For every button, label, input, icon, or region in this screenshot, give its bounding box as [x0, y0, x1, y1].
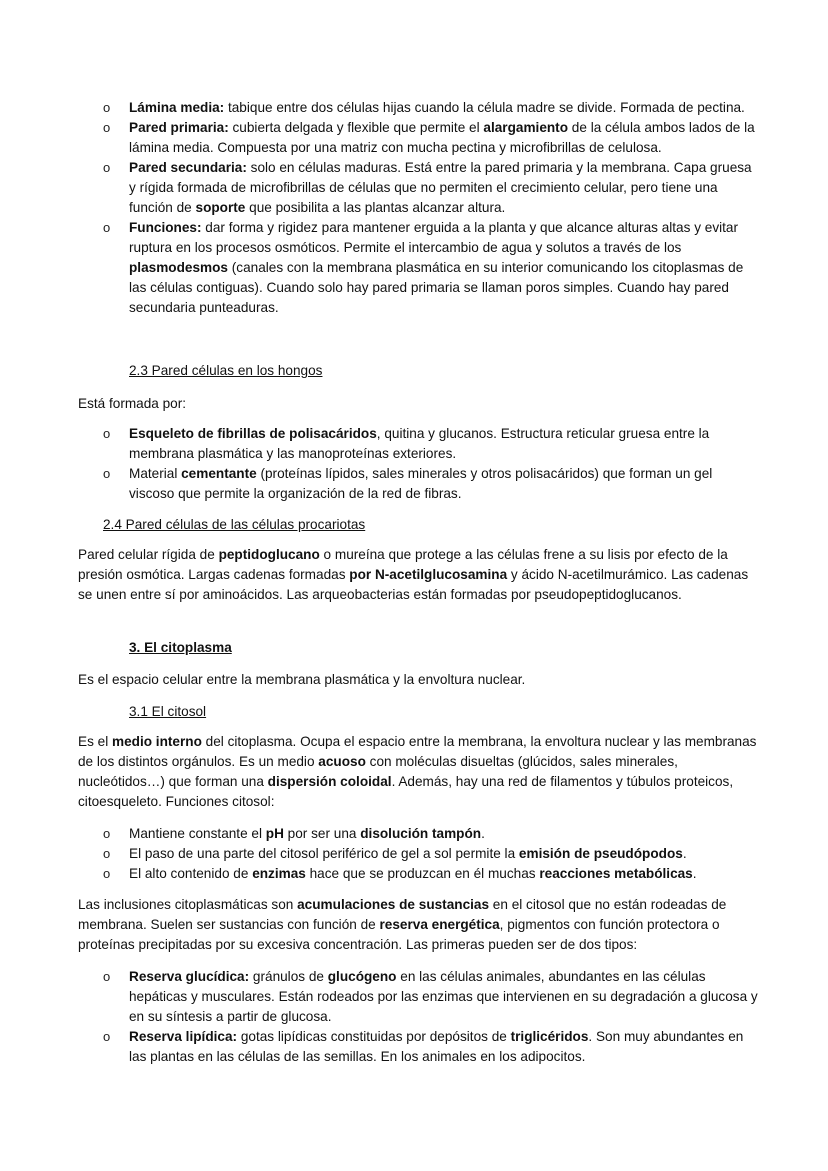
- bullet-icon: o: [103, 120, 111, 135]
- section-heading-2-3: 2.3 Pared células en los hongos: [129, 363, 323, 378]
- list-item: o Pared secundaria: solo en células maduras. Está entre la pared primaria y la membrana. Capa gruesa y rígida formada de microfibrillas de células que no permiten el crecimiento celular, pero tiene una función de soporte que posibilita a las plantas alcanzar altura.: [103, 160, 752, 215]
- list-item: o Reserva lipídica: gotas lipídicas constituidas por depósitos de triglicéridos. Son muy abundantes en las plantas en las células de las semillas. En los animales en los adipocitos.: [103, 1029, 744, 1064]
- fungi-wall-list: [0, 424, 828, 504]
- reserves-list: [0, 967, 828, 1067]
- section-heading-3: 3. El citoplasma: [129, 640, 232, 655]
- list-item: o Funciones: dar forma y rigidez para mantener erguida a la planta y que alcance alturas altas y evitar ruptura en los procesos osmóticos. Permite el intercambio de agua y solutos a través de los plasmodesmos (canales con la membrana plasmática en su interior comunicando los citoplasmas de las células contiguas). Cuando solo hay pared primaria se llaman poros simples. Cuando hay pared secundaria punteaduras.: [103, 220, 744, 315]
- bullet-icon: o: [103, 826, 111, 841]
- section-heading-2-4: 2.4 Pared células de las células procariotas: [103, 517, 366, 532]
- list-item: o Esqueleto de fibrillas de polisacáridos, quitina y glucanos. Estructura reticular gruesa entre la membrana plasmática y las manoproteínas exteriores.: [103, 426, 710, 461]
- list-item: o Lámina media: tabique entre dos células hijas cuando la célula madre se divide. Formada de pectina.: [0, 98, 828, 118]
- bullet-icon: o: [103, 846, 111, 861]
- bullet-icon: o: [103, 160, 111, 175]
- bullet-icon: o: [103, 220, 111, 235]
- list-item: o El alto contenido de enzimas hace que se produzcan en él muchas reacciones metabólicas.: [0, 864, 828, 884]
- section-heading-3-1: 3.1 El citosol: [129, 704, 207, 719]
- list-item: o Pared primaria: cubierta delgada y flexible que permite el alargamiento de la célula ambos lados de la lámina media. Compuesta por una matriz con mucha pectina y microfibrillas de celulosa.: [103, 120, 755, 155]
- list-item: o Reserva glucídica: gránulos de glucógeno en las células animales, abundantes en las células hepáticas y musculares. Están rodeados por las enzimas que intervienen en su degradación a glucosa y en su síntesis a partir de glucosa.: [103, 969, 758, 1024]
- paragraph: Pared celular rígida de peptidoglucano o mureína que protege a las células frene a su lisis por efecto de la presión osmótica. Largas cadenas formadas por N-acetilglucosamina y ácido N-acetilmurámico. Las cadenas se unen entre sí por aminoácidos. Las arqueobacterias están formadas por pseudopeptidoglucanos.: [78, 547, 749, 602]
- bullet-icon: o: [103, 969, 111, 984]
- paragraph: Es el medio interno del citoplasma. Ocupa el espacio entre la membrana, la envoltura nuclear y las membranas de los distintos orgánulos. Es un medio acuoso con moléculas disueltas (glúcidos, sales minerales, nucleótidos…) que forman una dispersión coloidal. Además, hay una red de filamentos y túbulos proteicos, citoesqueleto. Funciones citosol:: [78, 734, 757, 809]
- paragraph: Es el espacio celular entre la membrana plasmática y la envoltura nuclear.: [78, 672, 526, 687]
- bullet-icon: o: [103, 1029, 111, 1044]
- list-item: o Mantiene constante el pH por ser una disolución tampón.: [0, 824, 828, 844]
- list-item: o El paso de una parte del citosol periférico de gel a sol permite la emisión de pseudópodos.: [0, 844, 828, 864]
- bullet-icon: o: [103, 100, 111, 115]
- paragraph: Las inclusiones citoplasmáticas son acumulaciones de sustancias en el citosol que no están rodeadas de membrana. Suelen ser sustancias con función de reserva energética, pigmentos con función protectora o proteínas precipitadas por su excesiva concentración. Las primeras pueden ser de dos tipos:: [78, 897, 727, 952]
- bullet-icon: o: [103, 426, 111, 441]
- list-item: o Material cementante (proteínas lípidos, sales minerales y otros polisacáridos) que forman un gel viscoso que permite la organización de la red de fibras.: [103, 466, 713, 501]
- wall-layers-list: [0, 98, 828, 318]
- paragraph: Está formada por:: [78, 396, 187, 411]
- bullet-icon: o: [103, 466, 111, 481]
- cytosol-functions-list: [0, 824, 828, 884]
- bullet-icon: o: [103, 866, 111, 881]
